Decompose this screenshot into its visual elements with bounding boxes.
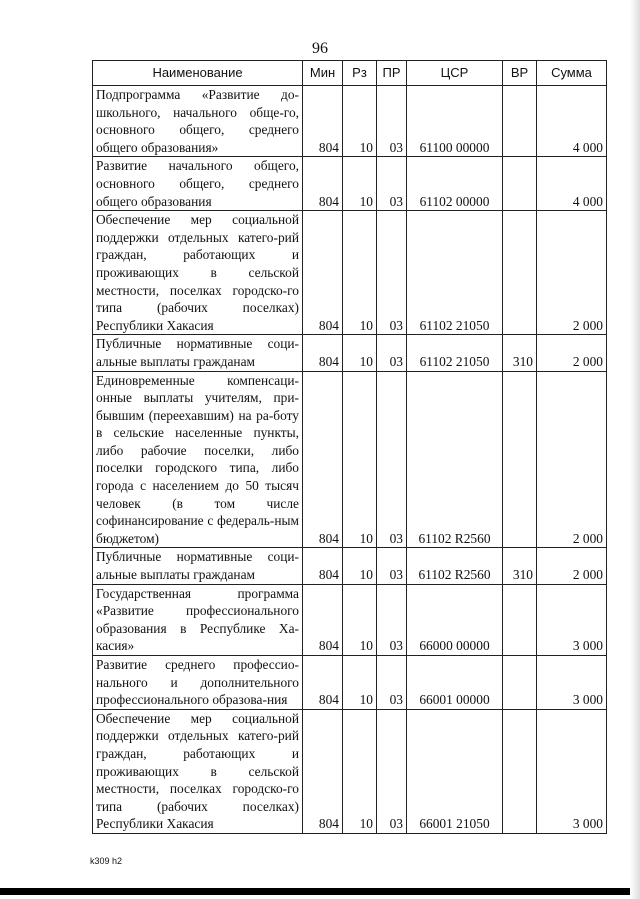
row-vr: 310 — [503, 548, 537, 584]
table-row — [93, 211, 607, 335]
row-rz: 10 — [343, 157, 377, 211]
row-csr: 66001 21050 — [407, 709, 503, 833]
row-pr: 03 — [377, 548, 407, 584]
budget-table — [92, 60, 607, 834]
row-rz: 10 — [343, 335, 377, 371]
row-csr: 61102 21050 — [407, 335, 503, 371]
row-pr: 03 — [377, 86, 407, 157]
row-vr — [503, 584, 537, 655]
row-sum: 2 000 — [537, 548, 607, 584]
row-sum: 4 000 — [537, 157, 607, 211]
row-min: 804 — [303, 371, 343, 548]
row-rz: 10 — [343, 656, 377, 710]
row-rz: 10 — [343, 371, 377, 548]
table-header-row — [93, 61, 607, 86]
table-row — [93, 371, 607, 548]
row-min: 804 — [303, 656, 343, 710]
header-vr: ВР — [503, 61, 537, 86]
row-vr — [503, 86, 537, 157]
row-pr: 03 — [377, 371, 407, 548]
table-row — [93, 335, 607, 371]
row-sum: 2 000 — [537, 371, 607, 548]
row-pr: 03 — [377, 656, 407, 710]
row-csr: 61102 R2560 — [407, 548, 503, 584]
row-csr: 61102 R2560 — [407, 371, 503, 548]
header-name: Наименование — [93, 61, 303, 86]
row-rz: 10 — [343, 709, 377, 833]
row-vr — [503, 371, 537, 548]
row-rz: 10 — [343, 211, 377, 335]
row-vr — [503, 157, 537, 211]
page-number: 96 — [312, 40, 328, 57]
row-sum: 2 000 — [537, 335, 607, 371]
row-name: Публичные нормативные соци-​альные выплаты гражданам — [93, 548, 303, 584]
header-sum: Сумма — [537, 61, 607, 86]
row-sum: 3 000 — [537, 656, 607, 710]
row-rz: 10 — [343, 548, 377, 584]
row-sum: 2 000 — [537, 211, 607, 335]
row-csr: 61100 00000 — [407, 86, 503, 157]
row-name: Обеспечение мер социальной поддержки отдельных катего-​рий граждан, работающих и проживающих в сельской местности, поселках городско-​го типа (рабочих поселках) Республики Хакасия — [93, 211, 303, 335]
row-min: 804 — [303, 584, 343, 655]
row-min: 804 — [303, 86, 343, 157]
row-name: Единовременные компенсаци-​онные выплаты учителям, при-​бывшим (переехавшим) на ра-​боту в сельские населенные пункты, либо рабочие поселки, либо поселки городского типа, либо города с населением до 50 тысяч человек (в том числе софинансирование с федераль-​ным бюджетом) — [93, 371, 303, 548]
row-name: Государственная программа «Развитие профессионального образования в Республике Ха-​касия» — [93, 584, 303, 655]
header-csr: ЦСР — [407, 61, 503, 86]
table-row — [93, 584, 607, 655]
header-min: Мин — [303, 61, 343, 86]
table-row — [93, 548, 607, 584]
row-rz: 10 — [343, 584, 377, 655]
row-sum: 3 000 — [537, 584, 607, 655]
row-rz: 10 — [343, 86, 377, 157]
row-name: Подпрограмма «Развитие до-​школьного, начального обще-​го, основного общего, среднего общего образования» — [93, 86, 303, 157]
row-vr — [503, 656, 537, 710]
scan-shadow-divider — [630, 0, 640, 899]
document-code: k309 h2 — [90, 856, 123, 866]
row-name: Развитие среднего профессио-​нального и дополнительного профессионального образова-​ния — [93, 656, 303, 710]
row-sum: 3 000 — [537, 709, 607, 833]
table-row — [93, 709, 607, 833]
row-pr: 03 — [377, 584, 407, 655]
header-rz: Рз — [343, 61, 377, 86]
row-min: 804 — [303, 157, 343, 211]
row-pr: 03 — [377, 211, 407, 335]
row-name: Развитие начального общего, основного общего, среднего общего образования — [93, 157, 303, 211]
row-vr — [503, 709, 537, 833]
scan-edge-divider — [0, 888, 640, 895]
row-pr: 03 — [377, 157, 407, 211]
row-vr — [503, 211, 537, 335]
row-pr: 03 — [377, 709, 407, 833]
row-sum: 4 000 — [537, 86, 607, 157]
row-min: 804 — [303, 211, 343, 335]
row-csr: 66001 00000 — [407, 656, 503, 710]
row-csr: 66000 00000 — [407, 584, 503, 655]
table-row — [93, 86, 607, 157]
table-row — [93, 157, 607, 211]
row-pr: 03 — [377, 335, 407, 371]
row-name: Публичные нормативные соци-​альные выплаты гражданам — [93, 335, 303, 371]
row-csr: 61102 00000 — [407, 157, 503, 211]
row-csr: 61102 21050 — [407, 211, 503, 335]
table-row — [93, 656, 607, 710]
row-vr: 310 — [503, 335, 537, 371]
row-min: 804 — [303, 709, 343, 833]
header-pr: ПР — [377, 61, 407, 86]
row-name: Обеспечение мер социальной поддержки отдельных катего-​рий граждан, работающих и проживающих в сельской местности, поселках городско-​го типа (рабочих поселках) Республики Хакасия — [93, 709, 303, 833]
row-min: 804 — [303, 335, 343, 371]
row-min: 804 — [303, 548, 343, 584]
